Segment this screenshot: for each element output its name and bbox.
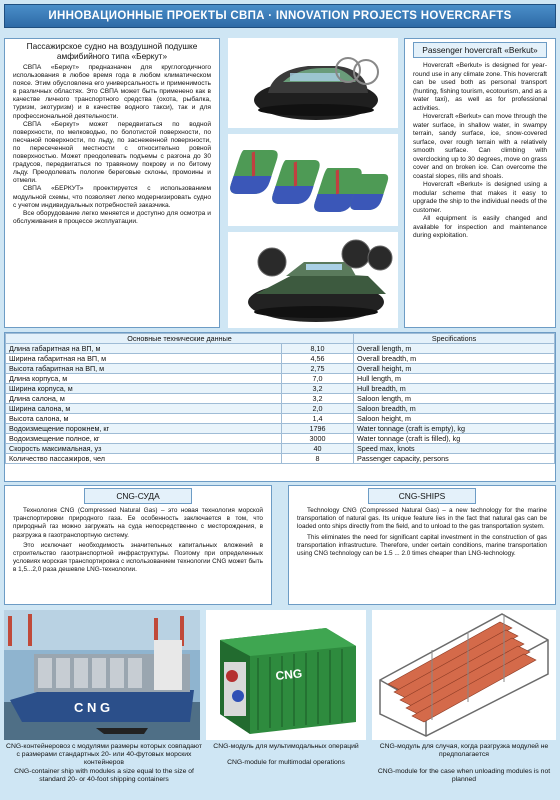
spec-row: [6, 454, 555, 464]
caption-unloading: [372, 743, 556, 784]
caption-multimodal: [208, 743, 364, 768]
spec-name-en: Saloon breadth, m: [354, 404, 555, 414]
hovercraft-render-military: [228, 232, 398, 328]
spec-value: 7,0: [282, 374, 354, 384]
spec-body: [6, 344, 555, 464]
spec-name-en: Saloon height, m: [354, 414, 555, 424]
paragraph: Hovercraft «Berkut» is designed for year-round use in any climate zone. This hovercraft can be used both as personal transport (hunting, fishing tourism, ecotourism, and as a water taxi), as well as for professional activities.: [413, 62, 547, 112]
spec-header-ru: Основные технические данные: [6, 334, 354, 344]
spec-name-ru: Длина габаритная на ВП, м: [6, 344, 282, 354]
paragraph: СВПА «Беркут» предназначен для круглогодичного использования в любое время года в любом климатическом поясе. Этим обусловлена его универсальность и применимость в различных областях. Это СВПА может быть применено как в качестве личного транспортного средства (охота, рыбалка, туризм, экотуризм) и в качестве водного такси), так и для профессиональной деятельности.: [13, 64, 211, 120]
spec-value: 1,4: [282, 414, 354, 424]
cng-section-ru: [4, 485, 272, 605]
berkut-description-en: [404, 38, 556, 328]
paragraph: Technology CNG (Compressed Natural Gas) – a new technology for the marine transportation of natural gas. Its unique feature lies in the fact that natural gas can be loaded onto ships directly from the field, and to unload to the gas transportation system.: [297, 507, 547, 531]
spec-name-en: Water tonnage (craft is filled), kg: [354, 434, 555, 444]
spec-name-en: Overall breadth, m: [354, 354, 555, 364]
spec-value: 3,2: [282, 394, 354, 404]
spec-name-ru: Ширина корпуса, м: [6, 384, 282, 394]
spec-row: [6, 364, 555, 374]
berkut-title-en: Passenger hovercraft «Berkut»: [413, 42, 547, 58]
spec-table: [5, 333, 555, 464]
spec-name-ru: Длина салона, м: [6, 394, 282, 404]
cng-module-multimodal-render: [206, 610, 366, 740]
hovercraft-render-top: [228, 38, 398, 128]
caption-container-ship: [4, 743, 204, 784]
paragraph: Hovercraft «Berkut» is designed using a modular scheme that makes it easy to upgrade the ship to the individual needs of the customer.: [413, 181, 547, 214]
spec-value: 3,2: [282, 384, 354, 394]
spec-name-ru: Водоизмещение порожнем, кг: [6, 424, 282, 434]
cng-title-ru: CNG-СУДА: [84, 488, 192, 504]
spec-name-en: Hull length, m: [354, 374, 555, 384]
paragraph: СВПА «Беркут» может передвигаться по водной поверхности, по мелководью, по болотистой поверхности, по песчаной поверхности, по льду, по заснеженной поверхности, по пересеченной местности с относительно ровной поверхностью. Может преодолевать подъемы с разгона до 30 градусов, передвигаться по травяному покрову и по битому льду. Преодолевать пологие береговые склоны, промоины и отмели.: [13, 120, 211, 185]
berkut-description-ru: [4, 38, 220, 328]
spec-name-ru: Ширина габаритная на ВП, м: [6, 354, 282, 364]
page-banner: ИННОВАЦИОННЫЕ ПРОЕКТЫ СВПА · INNOVATION PROJECTS HOVERCRAFTS: [4, 4, 556, 28]
cng-module-fixed-render: [372, 610, 556, 740]
svg-text:CNG: CNG: [274, 666, 303, 683]
spec-value: 4,56: [282, 354, 354, 364]
caption-multimodal-text: CNG-модуль для мультимодальных операций CNG-module for multimodal operations: [213, 743, 359, 767]
spec-name-ru: Высота салона, м: [6, 414, 282, 424]
spec-value: 3000: [282, 434, 354, 444]
spec-header-en: Specifications: [354, 334, 555, 344]
cng-section-en: [288, 485, 556, 605]
paragraph: СВПА «БЕРКУТ» проектируется с использованием модульной схемы, что позволяет легко модернизировать судно с учетом индивидуальных потребностей заказчика.: [13, 185, 211, 209]
caption-container-ship-text: CNG-контейнеровоз с модулями размеры которых совпадают с размерами стандартных 20- или 40-футовых морских контейнеров CNG-container ship with modules a size equal to the size of standard 20- or 40-foot shipping containers: [6, 743, 202, 783]
spec-row: [6, 394, 555, 404]
spec-value: 8,10: [282, 344, 354, 354]
spec-row: [6, 404, 555, 414]
cng-title-en: CNG-SHIPS: [368, 488, 476, 504]
paragraph: Технология CNG (Compressed Natural Gas) – это новая технология морской транспортировки природного газа. Ее особенность заключается в том, что природный газ можно загружать на суда непосредственно с месторождения, в разгрузка в газотранспортную систему.: [13, 507, 263, 539]
spec-name-ru: Высота габаритная на ВП, м: [6, 364, 282, 374]
cng-container-ship-photo: [4, 610, 200, 740]
spec-name-ru: Количество пассажиров, чел: [6, 454, 282, 464]
caption-unloading-text: CNG-модуль для случая, когда разгрузка модулей не предполагается CNG-module for the case when unloading modules is not planned: [377, 743, 551, 783]
spec-row: [6, 434, 555, 444]
spec-name-ru: Длина корпуса, м: [6, 374, 282, 384]
paragraph: Это исключает необходимость значительных капитальных вложений в строительство газотранспортной инфраструктуры. Поэтому при определенных условиях морская транспортировка с использованием технологии CNG может быть в 1,5...2,0 раза дешевле LNG-технологии.: [13, 541, 263, 574]
ship-hull-label: C N G: [74, 700, 111, 715]
paragraph: Все оборудование легко меняется и доступно для осмотра и обслуживания в процессе эксплуатации.: [13, 209, 211, 225]
spec-name-en: Saloon length, m: [354, 394, 555, 404]
paragraph: Hovercraft «Berkut» can move through the water surface, in shallow water, in swampy terrain, sandy surface, ice, snow-covered surface, over rough terrain with a relatively smooth surface. Can climbing with overclocking up to 30 degrees, move on grass cover and on broken ice. Can overcome the coastal slopes, rills and shoals.: [413, 113, 547, 180]
spec-name-en: Speed max, knots: [354, 444, 555, 454]
spec-row: [6, 444, 555, 454]
spec-name-en: Water tonnage (craft is empty), kg: [354, 424, 555, 434]
spec-row: [6, 354, 555, 364]
spec-row: [6, 414, 555, 424]
spec-name-en: Overall length, m: [354, 344, 555, 354]
spec-name-ru: Скорость максимальная, уз: [6, 444, 282, 454]
spec-value: 2,0: [282, 404, 354, 414]
spec-row: [6, 424, 555, 434]
spec-value: 40: [282, 444, 354, 454]
spec-name-ru: Водоизмещение полное, кг: [6, 434, 282, 444]
spec-value: 8: [282, 454, 354, 464]
spec-name-ru: Ширина салона, м: [6, 404, 282, 414]
spec-value: 1796: [282, 424, 354, 434]
spec-row: [6, 344, 555, 354]
paragraph: All equipment is easily changed and available for inspection and maintenance during exploitation.: [413, 215, 547, 239]
spec-name-en: Overall height, m: [354, 364, 555, 374]
specifications-table: [4, 332, 556, 482]
spec-name-en: Hull breadth, m: [354, 384, 555, 394]
berkut-title-ru: Пассажирское судно на воздушной подушке амфибийного типа «Беркут»: [26, 41, 198, 61]
spec-name-en: Passenger capacity, persons: [354, 454, 555, 464]
paragraph: This eliminates the need for significant capital investment in the construction of gas transportation infrastructure. Therefore, under certain conditions, marine transportation using CNG technology can be 1.5 ... 2.0 times cheaper than LNG-technology.: [297, 533, 547, 558]
spec-header-row: [6, 334, 555, 344]
spec-row: [6, 374, 555, 384]
spec-row: [6, 384, 555, 394]
spec-value: 2,75: [282, 364, 354, 374]
hull-modules-render: [228, 134, 398, 226]
